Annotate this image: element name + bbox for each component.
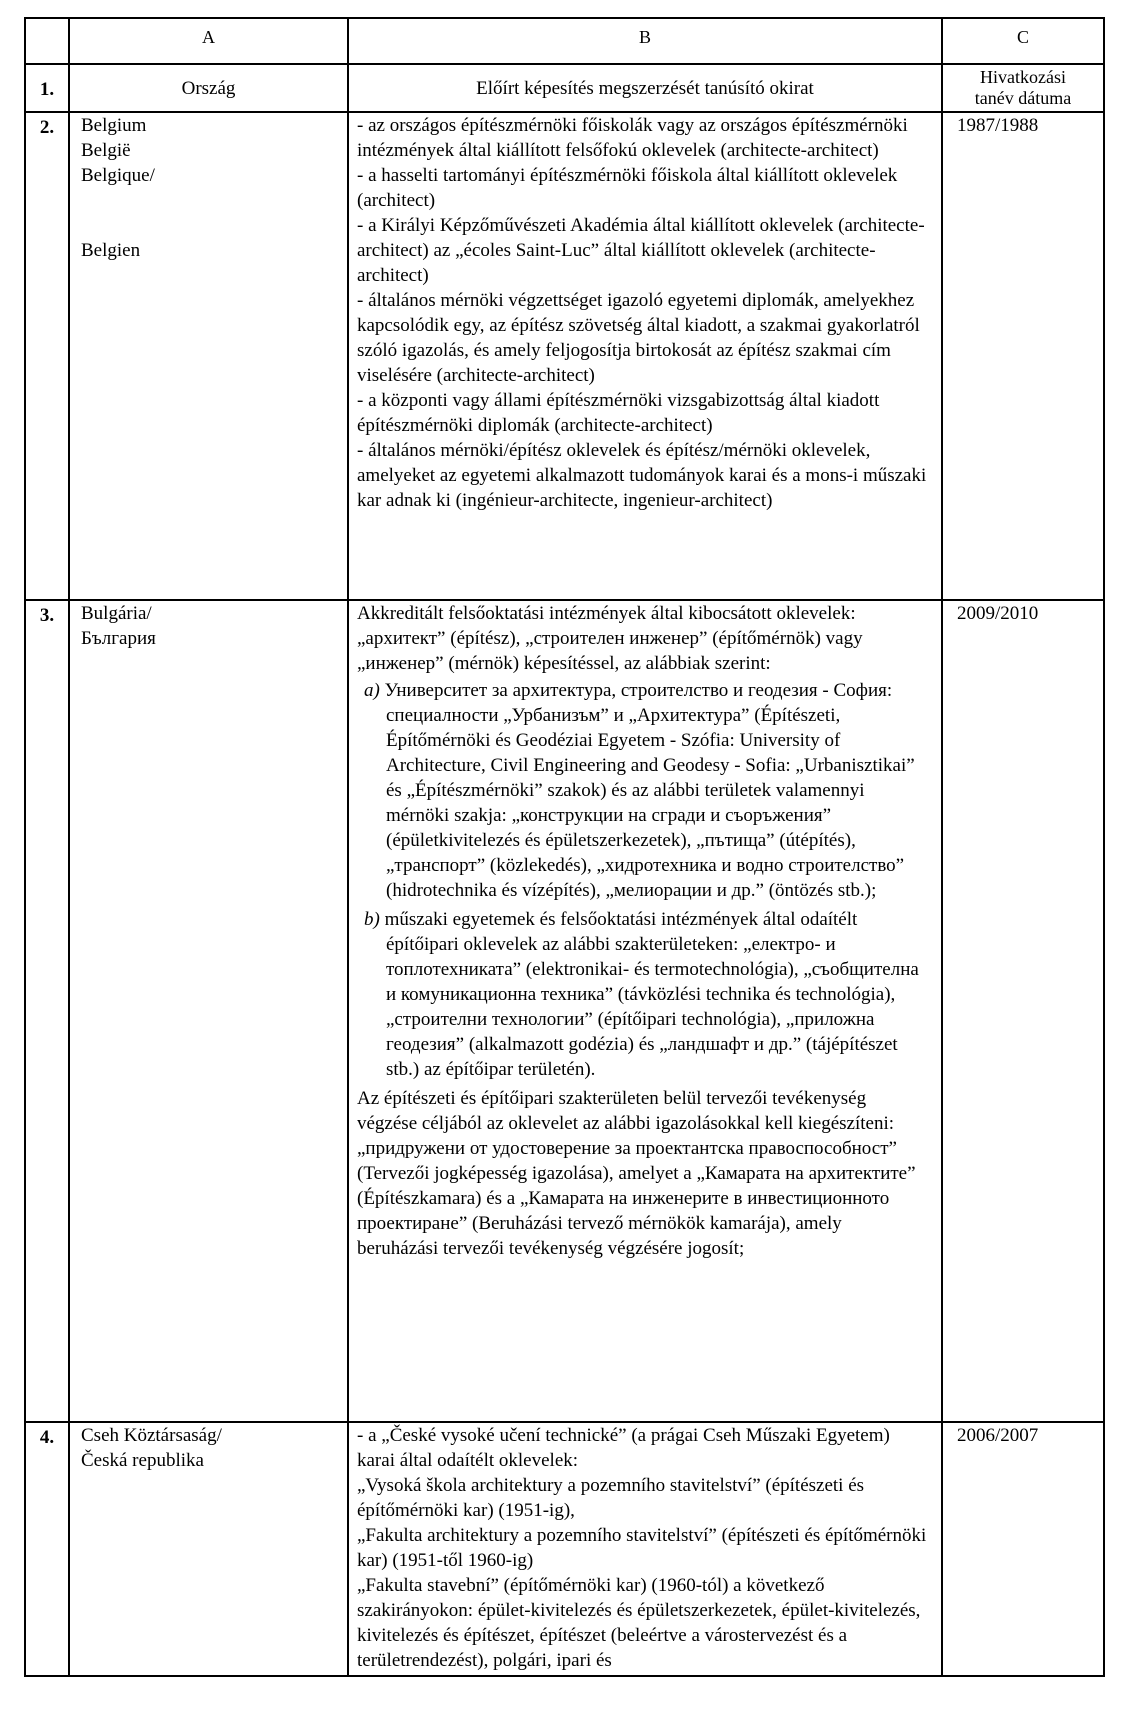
table-row-bulgaria [25,600,1104,1422]
header-document: Előírt képesítés megszerzését tanúsító okirat [348,64,942,112]
document-cell [348,600,942,1422]
country-cell [69,112,348,600]
table-row-czech-republic [25,1422,1104,1676]
country-name: България [81,628,156,649]
country-name: Cseh Köztársaság/ [81,1425,222,1446]
country-cell [69,1422,348,1676]
header-row [25,64,1104,112]
document-paragraph: „Fakulta architektury a pozemního stavitelství” (építészeti és építőmérnöki kar) (1951-től 1960-ig) [357,1525,927,1571]
header-date-line1: Hivatkozási [980,67,1066,87]
country-name: Belgium [81,115,147,136]
country-name: Česká republika [81,1450,204,1471]
column-letter-c: C [942,18,1104,64]
reference-year: 2006/2007 [942,1422,1104,1676]
document-paragraph: - a „České vysoké učení technické” (a prágai Cseh Műszaki Egyetem) karai által odaítélt oklevelek: [357,1425,890,1471]
document-paragraph: - a Királyi Képzőművészeti Akadémia által kiállított oklevelek (architecte-architect) az „écoles Saint-Luc” által kiállított oklevelek (architecte-architect) [357,215,925,286]
item-label: a) [364,680,380,701]
item-text: Университет за архитектура, строителство и геодезия - София: специалности „Урбанизъм” и „Архитектура” (Építészeti, Építőmérnöki és Geodéziai Egyetem - Szófia: University of Architecture, Civil Engineering and Geodesy - Sofia: „Urbanisztikai” és „Építészmérnöki” szakok) és az alábbi területek valamennyi mérnöki szakja: „конструкции на сгради и съоръжения” (épületkivitelezés és épületszerkezetek), „пътища” (útépítés), „транспорт” (közlekedés), „хидротехника и водно строителство” (hidrotechnika és vízépítés), „мелиорации и др.” (öntözés stb.); [384,680,915,901]
document-paragraph: - általános mérnöki végzettséget igazoló egyetemi diplomák, amelyekhez kapcsolódik egy, az építész szövetség által kiadott, a szakmai gyakorlatról szóló igazolás, és amely feljogosítja birtokosát az építész szakmai cím viselésére (architecte-architect) [357,290,920,386]
column-letter-b: B [348,18,942,64]
document-paragraph: - általános mérnöki/építész oklevelek és építész/mérnöki oklevelek, amelyeket az egyetemi alkalmazott tudományok karai és a mons-i műszaki kar adnak ki (ingénieur-architecte, ingenieur-architect) [357,440,927,511]
document-cell [348,1422,942,1676]
document-paragraph: - a központi vagy állami építészmérnöki vizsgabizottság által kiadott építészmérnöki diplomák (architecte-architect) [357,390,880,436]
table-row-belgium [25,112,1104,600]
row-number: 4. [25,1422,69,1676]
country-name: Bulgária/ [81,603,152,624]
column-letter-row [25,18,1104,64]
document-item-a [357,678,927,903]
corner-cell [25,18,69,64]
item-label: b) [364,909,380,930]
header-country: Ország [69,64,348,112]
country-cell [69,600,348,1422]
document-outro: Az építészeti és építőipari szakterületen belül tervezői tevékenység végzése céljából az oklevelet az alábbi igazolásokkal kell kiegészíteni: „придружени от удостоверение за проектантска правоспособност” (Tervezői jogképesség igazolása), amelyet a „Камарата на архитектите” (Építészkamara) és a „Камарата на инженерите в инвестиционното проектиране” (Beruházási tervező mérnökök kamarája), amely beruházási tervezői tevékenység végzésére jogosít; [357,1088,916,1259]
country-name: Belgique/ [81,165,155,186]
document-intro: Akkreditált felsőoktatási intézmények által kibocsátott oklevelek: „архитект” (építész), „строителен инженер” (építőmérnök) vagy „инженер” (mérnök) képesítéssel, az alábbiak szerint: [357,603,863,674]
country-name: Belgien [81,240,141,261]
document-item-b [357,907,927,1082]
country-name: België [81,140,131,161]
reference-year: 1987/1988 [942,112,1104,600]
header-number: 1. [25,64,69,112]
reference-year: 2009/2010 [942,600,1104,1422]
document-paragraph: - a hasselti tartományi építészmérnöki főiskola által kiállított oklevelek (architect) [357,165,898,211]
header-date-line2: tanév dátuma [974,88,1072,108]
item-text: műszaki egyetemek és felsőoktatási intézmények által odaítélt építőipari oklevelek az alábbi szakterületeken: „електро- и топлотехниката” (elektronikai- és termotechnológia), „съобщителна и комуникационна техника” (távközlési technika és technológia), „строителни технологии” (építőipari technológia), „приложна геодезия” (alkalmazott godézia) és „ландшафт и др.” (tájépítészet stb.) az építőipar területén). [384,909,919,1080]
column-letter-a: A [69,18,348,64]
header-date [942,64,1104,112]
row-number: 3. [25,600,69,1422]
document-paragraph: - az országos építészmérnöki főiskolák vagy az országos építészmérnöki intézmények által kiállított felsőfokú oklevelek (architecte-architect) [357,115,908,161]
row-number: 2. [25,112,69,600]
document-cell [348,112,942,600]
qualifications-table [24,17,1105,1677]
document-paragraph: „Vysoká škola architektury a pozemního stavitelství” (építészeti és építőmérnöki kar) (1951-ig), [357,1475,865,1521]
document-paragraph: „Fakulta stavební” (építőmérnöki kar) (1960-tól) a következő szakirányokon: épület-kivitelezés és épületszerkezetek, épület-kivitelezés, kivitelezés és építészet, építészet (beleértve a várostervezést és a területrendezést), polgári, ipari és [357,1575,921,1671]
